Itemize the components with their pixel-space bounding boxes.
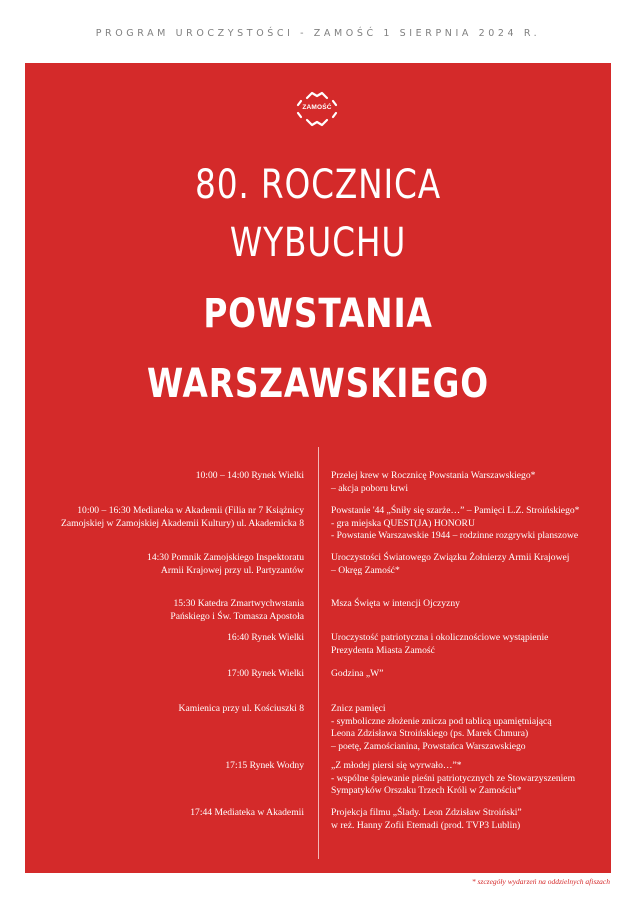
- header-text: PROGRAM UROCZYSTOŚCI - ZAMOŚĆ 1 SIERPNIA 2024 R.: [95, 28, 541, 39]
- title-line-1: 80. ROCZNICA: [195, 162, 441, 208]
- program-event: „Z młodej piersi się wyrwało…”* - wspólne śpiewanie pieśni patriotycznych ze Stowarzyszeniem Sympatyków Orszaku Trzech Króli w Zamościu*: [331, 760, 576, 796]
- footnote: * szczegóły wydarzeń na oddzielnych afiszach: [471, 877, 610, 886]
- program-event: Uroczystość patriotyczna i okolicznościowe wystąpienie Prezydenta Miasta Zamość: [331, 632, 549, 656]
- title-line-4: WARSZAWSKIEGO: [147, 361, 489, 407]
- program-divider: [318, 447, 319, 859]
- program-event: Msza Święta w intencji Ojczyzny: [331, 598, 460, 609]
- program-event: Przelej krew w Rocznicę Powstania Warszawskiego* – akcja poboru krwi: [331, 470, 536, 494]
- program-event: Powstanie '44 „Śniły się szarże…” – Pamięci L.Z. Stroińskiego* - gra miejska QUEST(JA) HONORU - Powstanie Warszawskie 1944 – rodzinne rozgrywki planszowe: [331, 505, 580, 541]
- program-event: Godzina „W”: [331, 668, 384, 679]
- program-time-place: 17:44 Mediateka w Akademii: [190, 807, 304, 818]
- poster: [25, 63, 611, 873]
- program-time-place: 10:00 – 14:00 Rynek Wielki: [195, 470, 304, 481]
- program-time-place: 16:40 Rynek Wielki: [227, 632, 304, 643]
- title-line-2: WYBUCHU: [229, 220, 407, 266]
- program-event: Znicz pamięci - symboliczne złożenie znicza pod tablicą upamiętniającą Leona Zdzisława Stroińskiego (ps. Marek Chmura) – poetę, Zamościanina, Powstańca Warszawskiego: [331, 703, 552, 752]
- program-time-place: Kamienica przy ul. Kościuszki 8: [178, 703, 304, 714]
- program-time-place: 17:15 Rynek Wodny: [225, 760, 304, 771]
- program-time-place: 10:00 – 16:30 Mediateka w Akademii (Filia nr 7 Książnicy Zamojskiej w Zamojskiej Akademii Kultury) ul. Akademicka 8: [61, 505, 304, 529]
- logo-text: ZAMOŚĆ: [302, 104, 332, 111]
- program-time-place: 15:30 Katedra Zmartwychwstania Pańskiego i Św. Tomasza Apostoła: [170, 598, 304, 622]
- program-time-place: 14:30 Pomnik Zamojskiego Inspektoratu Armii Krajowej przy ul. Partyzantów: [147, 552, 304, 576]
- zamosc-logo: [293, 89, 341, 129]
- title-line-3: POWSTANIA: [203, 291, 433, 337]
- program-event: Uroczystości Światowego Związku Żołnierzy Armii Krajowej – Okręg Zamość*: [331, 552, 570, 576]
- program-time-place: 17:00 Rynek Wielki: [227, 668, 304, 679]
- program-event: Projekcja filmu „Ślady. Leon Zdzisław Stroiński” w reż. Hanny Zofii Etemadi (prod. TVP3 Lublin): [331, 807, 522, 831]
